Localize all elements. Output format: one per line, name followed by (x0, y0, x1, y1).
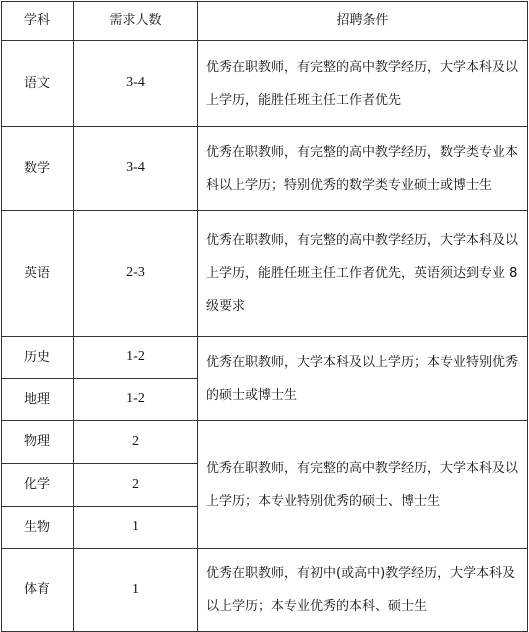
count-cell: 2-3 (74, 211, 198, 337)
count-cell: 1 (74, 549, 198, 632)
subject-cell: 历史 (2, 337, 74, 379)
table-row-english (2, 211, 528, 337)
count-cell: 1 (74, 507, 198, 549)
conditions-cell: 优秀在职教师，有完整的高中教学经历，大学本科及以上学历，能胜任班主任工作者优先 (198, 41, 528, 127)
subject-cell: 地理 (2, 379, 74, 421)
conditions-cell: 优秀在职教师，有完整的高中教学经历，大学本科及以上学历；本专业特别优秀的硕士、博士生 (198, 421, 528, 549)
subject-cell: 物理 (2, 421, 74, 464)
subject-cell: 生物 (2, 507, 74, 549)
subject-cell: 英语 (2, 211, 74, 337)
count-cell: 2 (74, 421, 198, 464)
subject-cell: 化学 (2, 464, 74, 507)
header-count: 需求人数 (74, 2, 198, 41)
header-row (2, 2, 528, 41)
count-cell: 3-4 (74, 41, 198, 127)
table-row-history (2, 337, 528, 379)
header-conditions: 招聘条件 (198, 2, 528, 41)
count-cell: 1-2 (74, 379, 198, 421)
count-cell: 3-4 (74, 127, 198, 211)
count-cell: 2 (74, 464, 198, 507)
table-row-chinese (2, 41, 528, 127)
recruitment-table (1, 1, 528, 632)
table-row-physics (2, 421, 528, 464)
conditions-cell: 优秀在职教师，有完整的高中教学经历，大学本科及以上学历，能胜任班主任工作者优先，英语须达到专业 8 级要求 (198, 211, 528, 337)
header-subject: 学科 (2, 2, 74, 41)
subject-cell: 数学 (2, 127, 74, 211)
conditions-cell: 优秀在职教师，大学本科及以上学历；本专业特别优秀的硕士或博士生 (198, 337, 528, 421)
table-row-math (2, 127, 528, 211)
count-cell: 1-2 (74, 337, 198, 379)
subject-cell: 语文 (2, 41, 74, 127)
subject-cell: 体育 (2, 549, 74, 632)
conditions-cell: 优秀在职教师，有初中(或高中)教学经历，大学本科及以上学历；本专业优秀的本科、硕士生 (198, 549, 528, 632)
conditions-cell: 优秀在职教师，有完整的高中教学经历，数学类专业本科以上学历；特别优秀的数学类专业硕士或博士生 (198, 127, 528, 211)
table-row-pe (2, 549, 528, 632)
